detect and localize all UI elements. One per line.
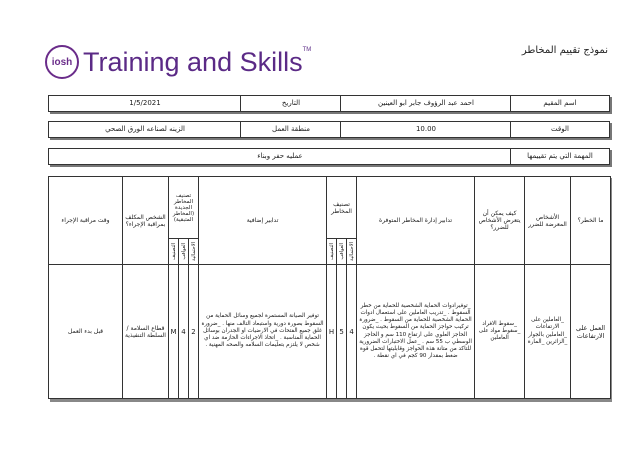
cell-how: _سقوط الافراد _سقوط مواد على العاملين — [475, 265, 525, 399]
header-new-risk: تصنيف المخاطر الجديدة (المخاطر المتبقية) — [169, 177, 199, 239]
header-existing: تدابير إدارة المخاطر المتوفرة — [357, 177, 475, 265]
cell-new-severity: 4 — [179, 265, 189, 399]
header-row-task — [48, 148, 610, 165]
header-time-monitor: وقت مراقبة الإجراء — [49, 177, 123, 265]
cell-additional: توفير الصيانة المستمرة لجميع وسائل الحماية من السقوط بصورة دورية واستبعاد التالف منها . _ضرورة غلق جميع الفتحات في الارضيات او الجدران بوسائل الحماية المناسبة . _اتخاذ الاجراءات الحازمة ضد اي شخص لا يلتزم بتعليمات السلامه والصحه المهنية . — [199, 265, 327, 399]
subheader-likelihood: الاحتمالية — [347, 239, 357, 265]
header-responsible: الشخص المكلف بمراقبة الإجراء؟ — [123, 177, 169, 265]
subheader-severity: العواقب — [337, 239, 347, 265]
header-row-assessor — [48, 95, 610, 112]
logo-text: Training and Skills™ — [83, 46, 312, 77]
subheader-new-rating: التصنيف — [169, 239, 179, 265]
task-label: المهمة التي يتم تقييمها — [510, 149, 609, 164]
cell-new-likelihood: 2 — [189, 265, 199, 399]
area-label: منطقة العمل — [240, 122, 341, 137]
header-row-time — [48, 121, 610, 138]
cell-likelihood: 4 — [347, 265, 357, 399]
cell-severity: 5 — [337, 265, 347, 399]
header-hazard: ما الخطر؟ — [571, 177, 611, 265]
subheader-new-likelihood: الاحتمالية — [189, 239, 199, 265]
area-value: الزينه لصناعه الورق الصحي — [105, 125, 185, 133]
subheader-rating: التصنيف — [327, 239, 337, 265]
time-value: 10.00 — [340, 122, 511, 137]
cell-rating: H — [327, 265, 337, 399]
header-persons: الأشخاص المعرضة للضرر — [525, 177, 571, 265]
header-how: كيف يمكن أن يتعرض الأشخاص للضرر؟ — [475, 177, 525, 265]
time-label: الوقت — [510, 122, 609, 137]
task-value: عمليه حفر وبناء — [257, 152, 303, 160]
form-title: نموذج تقييم المخاطر — [521, 45, 608, 56]
subheader-new-severity: العواقب — [179, 239, 189, 265]
cell-persons: _العاملين على الارتفاعات _العاملين بالجوار _الزائرين _المارة — [525, 265, 571, 399]
logo-mark-text: iosh — [51, 56, 73, 68]
header-risk-class: تصنيف المخاطر — [327, 177, 357, 239]
cell-hazard: العمل على الارتفاعات — [571, 265, 611, 399]
logo — [45, 42, 311, 82]
cell-time-monitor: قبل بدء العمل — [49, 265, 123, 399]
cell-existing: _توفيرادوات الحماية الشخصية للحماية من خطر السقوط . _تدريب العاملين على استعمال ادوات الحماية الشخصية للحماية من السقوط . _ضرورة تركيب حواجز الحماية من السقوط بحيث يكون الحاجز العلوي على ارتفاع 110 سم و الحاجز الوسطي ب 55 سم . _عمل الاختبارات الضرورية للتاكد من متانة هذة الحواجز وقابليتها لتحمل قوة ضغط بمقدار 90 كجم في اي نقطة . — [357, 265, 475, 399]
cell-responsible: قطاع السلامة / السلطة التنفيذية — [123, 265, 169, 399]
risk-table — [48, 176, 611, 399]
assessor-label: اسم المقيم — [510, 96, 609, 111]
table-row — [49, 265, 611, 399]
assessor-value: احمد عبد الرؤوف جابر ابو العينين — [340, 96, 511, 111]
date-value: 1/5/2021 — [129, 99, 161, 107]
header-additional: تدابير إضافية — [199, 177, 327, 265]
iosh-logo-mark — [45, 45, 79, 79]
cell-new-rating: M — [169, 265, 179, 399]
date-label: التاريخ — [240, 96, 341, 111]
